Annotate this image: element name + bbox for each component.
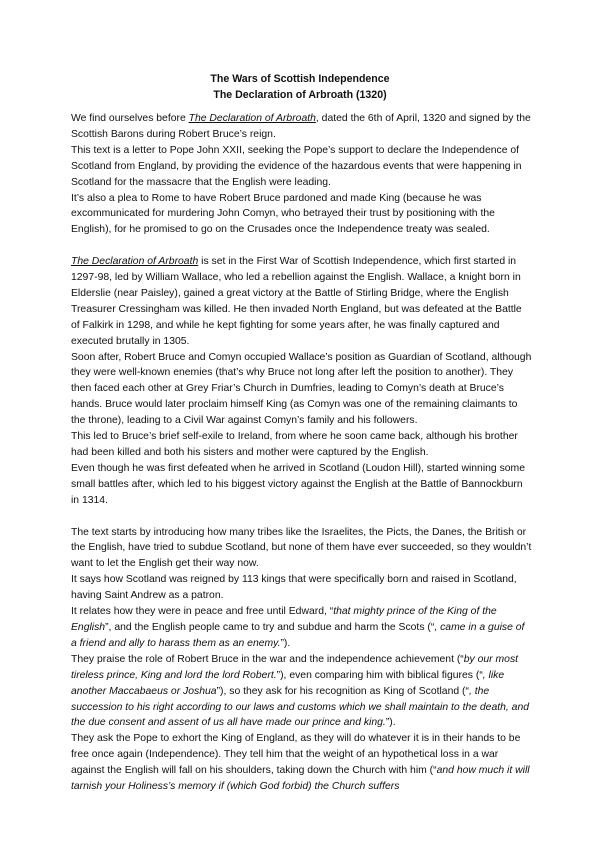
paragraph-gap <box>71 509 533 525</box>
paragraph <box>71 731 533 795</box>
text-run: ”), so they ask for his recognition as King of Scotland (“ <box>216 685 469 697</box>
paragraph <box>71 254 533 349</box>
text-run: They ask the Pope to exhort the King of England, as they will do whatever it is in their hands to be free once again (Independence). They tell him that the weight of an hypothetical loss in a war against the English will fall on his shoulders, taking down the Church with him (“ <box>71 733 521 777</box>
text-run: They praise the role of Robert Bruce in the war and the independence achievement (“ <box>71 653 464 665</box>
text-run: is set in the First War of Scottish Independence, which first started in 1297-98, led by William Wallace, who led a rebellion against the English. Wallace, a knight born in Elderslie (near Paisley), gained a great victory at the Battle of Stirling Bridge, where the English Treasurer Cressingham was killed. He then invaded North England, but was defeated at the Battle of Falkirk in 1298, and while he kept fighting for some years after, he was finally captured and executed brutally in 1305. <box>71 256 522 347</box>
quotation: and how much it will tarnish your Holiness’s memory if (which God forbid) the Church suffers <box>71 765 530 793</box>
document-body <box>71 111 533 795</box>
paragraph <box>71 111 533 143</box>
title-line-2: The Declaration of Arbroath (1320) <box>213 88 387 101</box>
paragraph <box>71 652 533 732</box>
work-title: The Declaration of Arbroath <box>188 113 316 124</box>
text-run: ”). <box>280 637 291 649</box>
text-run: ”), even comparing him with biblical figures (“ <box>276 669 483 681</box>
quotation: , the succession to his right according to our laws and customs which we shall maintain to the death, and the due consent and assent of us all have made our prince and king. <box>71 685 530 729</box>
quotation: , came in a guise of a friend and ally to harass them as an enemy. <box>71 621 525 649</box>
text-run: , dated the 6th of April, 1320 and signed by the Scottish Barons during Robert Bruce’s reign. <box>71 113 531 140</box>
work-title: The Declaration of Arbroath <box>71 256 199 268</box>
text-run: ”). <box>385 717 396 729</box>
paragraph: The text starts by introducing how many tribes like the Israelites, the Picts, the Danes, the British or the English, have tried to subdue Scotland, but none of them have ever succeeded, so they wouldn’t want to let the English get their way now. <box>71 526 532 570</box>
text-run: ”, and the English people came to try and subdue and harm the Scots (“ <box>105 621 435 633</box>
paragraph: Soon after, Robert Bruce and Comyn occupied Wallace’s position as Guardian of Scotland, although they were well-known enemies (that’s why Bruce not long after left the position to another). They then faced each other at Grey Friar’s Church in Dumfries, leading to Comyn’s death at Bruce’s hands. Bruce would later proclaim himself King (as Comyn was one of the remaining claimants to the throne), leading to a Civil War against Comyn’s family and his followers. <box>71 351 532 427</box>
quotation: by our most tireless prince, King and lord the lord Robert. <box>71 653 519 681</box>
quotation: that mighty prince of the King of the English <box>71 606 497 633</box>
paragraph: It’s also a plea to Rome to have Robert Bruce pardoned and made King (because he was excommunicated for murdering John Comyn, who betrayed their trust by positioning with the English), for he promised to go on the Crusades once the Independence treaty was sealed. <box>71 192 495 236</box>
paragraph <box>71 604 533 652</box>
paragraph: This led to Bruce’s brief self-exile to Ireland, from where he soon came back, although his brother had been killed and both his sisters and mother were captured by the English. <box>71 431 518 459</box>
quotation: , like another Maccabaeus or Joshua <box>71 669 505 697</box>
paragraph: It says how Scotland was reigned by 113 kings that were specifically born and raised in Scotland, having Saint Andrew as a patron. <box>71 574 517 602</box>
title-line-1: The Wars of Scottish Independence <box>210 73 390 85</box>
paragraph: Even though he was first defeated when he arrived in Scotland (Loudon Hill), started winning some small battles after, which led to his biggest victory against the English at the Battle of Bannockburn in 1314. <box>71 462 525 506</box>
document-title <box>0 72 600 103</box>
paragraph: This text is a letter to Pope John XXII, seeking the Pope’s support to declare the Independence of Scotland from England, by providing the evidence of the hazardous events that were happening in Scotland for the massacre that the English were leading. <box>71 144 522 188</box>
text-run: We find ourselves before <box>71 113 189 124</box>
text-run: It relates how they were in peace and free until Edward, “ <box>71 606 334 618</box>
paragraph-gap <box>71 238 533 254</box>
